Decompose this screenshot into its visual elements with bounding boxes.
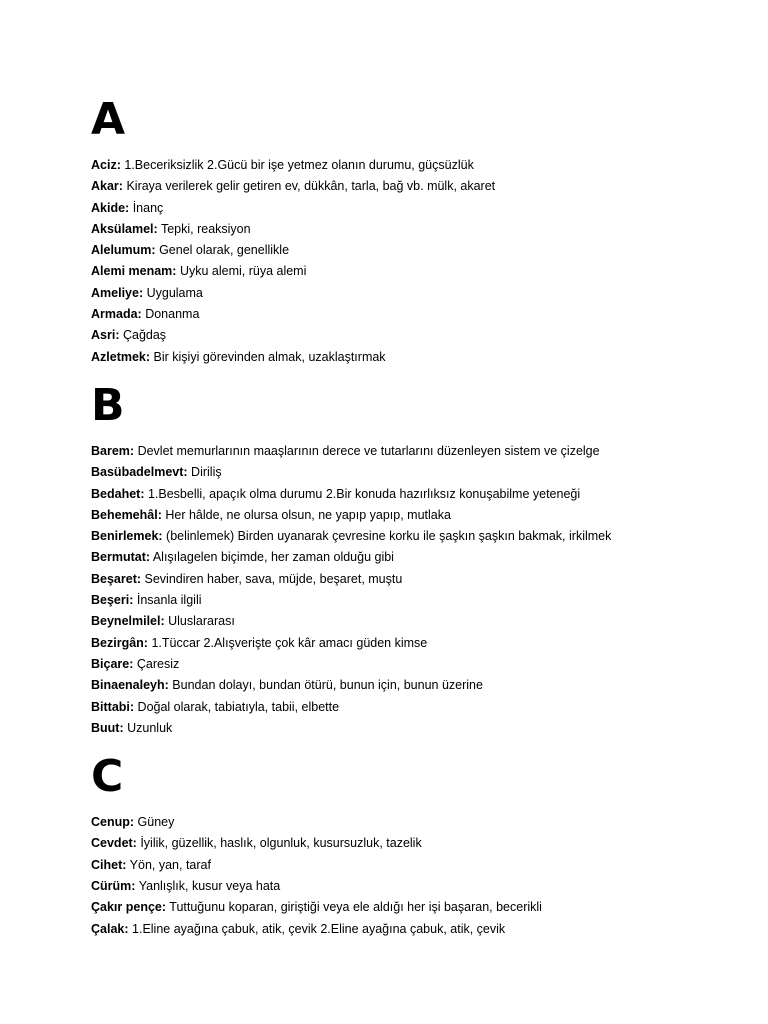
entry <box>91 176 731 197</box>
entry-term: Bermutat: <box>91 550 151 565</box>
entry-definition: Genel olarak, genellikle <box>159 243 290 258</box>
entry <box>91 462 731 483</box>
entry <box>91 876 731 897</box>
entry-term: Binaenaleyh: <box>91 678 169 693</box>
entry-list <box>91 812 731 940</box>
entry <box>91 347 731 368</box>
entry-definition: Güney <box>137 815 175 830</box>
entry <box>91 240 731 261</box>
entry <box>91 675 731 696</box>
entry-term: Akar: <box>91 179 123 194</box>
entry-definition: Uyku alemi, rüya alemi <box>179 264 307 279</box>
entry-definition: İnsanla ilgili <box>136 593 202 608</box>
entry <box>91 855 731 876</box>
entry <box>91 304 731 325</box>
entry-term: Cürüm: <box>91 879 136 894</box>
entry-definition: Doğal olarak, tabiatıyla, tabii, elbette <box>137 699 340 714</box>
entry <box>91 812 731 833</box>
section-heading: B <box>91 379 125 431</box>
entry-definition: Tepki, reaksiyon <box>160 221 251 236</box>
entry-definition: Çağdaş <box>122 328 167 343</box>
section-c <box>91 751 731 940</box>
entry-term: Cenup: <box>91 815 135 830</box>
entry-term: Beşeri: <box>91 593 134 608</box>
entry-definition: 1.Besbelli, apaçık olma durumu 2.Bir konuda hazırlıksız konuşabilme yeteneği <box>147 486 581 501</box>
entry <box>91 569 731 590</box>
entry-term: Aciz: <box>91 158 121 172</box>
entry <box>91 590 731 611</box>
entry-term: Basübadelmevt: <box>91 465 188 480</box>
entry-term: Beynelmilel: <box>91 614 165 629</box>
entry <box>91 198 731 219</box>
entry-definition: (belinlemek) Birden uyanarak çevresine korku ile şaşkın şaşkın bakmak, irkilmek <box>166 529 612 544</box>
section-heading: A <box>91 94 126 145</box>
entry-term: Alemi menam: <box>91 264 177 279</box>
entry-term: Behemehâl: <box>91 507 162 522</box>
entry-term: Biçare: <box>91 656 134 671</box>
entry <box>91 325 731 346</box>
entry-definition: Alışılagelen biçimde, her zaman olduğu gibi <box>152 550 394 565</box>
entry-term: Azletmek: <box>91 349 151 364</box>
entry-definition: Kiraya verilerek gelir getiren ev, dükkân, tarla, bağ vb. mülk, akaret <box>126 179 496 194</box>
entry-definition: İyilik, güzellik, haslık, olgunluk, kusursuzluk, tazelik <box>140 836 422 851</box>
entry-definition: Donanma <box>145 307 200 322</box>
document-page <box>91 94 731 952</box>
entry-list <box>91 441 731 739</box>
entry-term: Bittabi: <box>91 699 135 714</box>
entry-list <box>91 155 731 368</box>
entry <box>91 283 731 304</box>
entry-term: Aksülamel: <box>91 221 158 236</box>
entry-term: Alelumum: <box>91 243 156 258</box>
entry-term: Armada: <box>91 307 142 322</box>
entry-definition: Tuttuğunu koparan, giriştiği veya ele aldığı her işi başaran, becerikli <box>169 900 542 915</box>
entry-definition: 1.Beceriksizlik 2.Gücü bir işe yetmez olanın durumu, güçsüzlük <box>124 158 474 172</box>
section-heading: C <box>91 751 124 803</box>
entry-term: Buut: <box>91 720 124 735</box>
entry-term: Bezirgân: <box>91 635 148 650</box>
section-a <box>91 94 731 368</box>
entry-definition: Uzunluk <box>127 720 173 735</box>
entry <box>91 833 731 854</box>
entry <box>91 505 731 526</box>
entry-definition: Çaresiz <box>136 656 180 671</box>
entry <box>91 526 731 547</box>
entry <box>91 155 731 176</box>
entry <box>91 611 731 632</box>
entry-definition: Devlet memurlarının maaşlarının derece ve tutarlarını düzenleyen sistem ve çizelge <box>137 443 600 458</box>
entry-term: Benirlemek: <box>91 529 163 544</box>
entry <box>91 654 731 675</box>
entry-term: Barem: <box>91 443 135 458</box>
entry-definition: Uluslararası <box>168 614 235 629</box>
entry-definition: Sevindiren haber, sava, müjde, beşaret, muştu <box>144 571 403 586</box>
entry <box>91 441 731 462</box>
entry-definition: Bir kişiyi görevinden almak, uzaklaştırmak <box>153 349 386 364</box>
entry-definition: 1.Eline ayağına çabuk, atik, çevik 2.Eline ayağına çabuk, atik, çevik <box>132 921 506 936</box>
entry <box>91 219 731 240</box>
entry-term: Cihet: <box>91 857 127 872</box>
entry <box>91 484 731 505</box>
entry-definition: Uygulama <box>146 285 203 300</box>
entry-term: Bedahet: <box>91 486 145 501</box>
entry-definition: Yanlışlık, kusur veya hata <box>138 879 281 894</box>
entry <box>91 718 731 739</box>
entry-definition: Diriliş <box>191 465 222 480</box>
entry-definition: 1.Tüccar 2.Alışverişte çok kâr amacı güden kimse <box>151 635 428 650</box>
entry <box>91 697 731 718</box>
entry-term: Cevdet: <box>91 836 137 851</box>
entry-definition: Her hâlde, ne olursa olsun, ne yapıp yapıp, mutlaka <box>165 507 451 522</box>
entry <box>91 633 731 654</box>
entry-definition: Bundan dolayı, bundan ötürü, bunun için, bunun üzerine <box>172 678 483 693</box>
entry <box>91 261 731 282</box>
entry-definition: Yön, yan, taraf <box>129 857 211 872</box>
section-b <box>91 380 731 739</box>
entry-term: Çakır pençe: <box>91 900 167 915</box>
entry-term: Ameliye: <box>91 285 144 300</box>
entry-definition: İnanç <box>132 200 164 215</box>
entry <box>91 897 731 918</box>
entry-term: Asri: <box>91 328 120 343</box>
entry <box>91 547 731 568</box>
entry-term: Beşaret: <box>91 571 142 586</box>
entry <box>91 919 731 940</box>
entry-term: Akide: <box>91 200 130 215</box>
entry-term: Çalak: <box>91 921 129 936</box>
